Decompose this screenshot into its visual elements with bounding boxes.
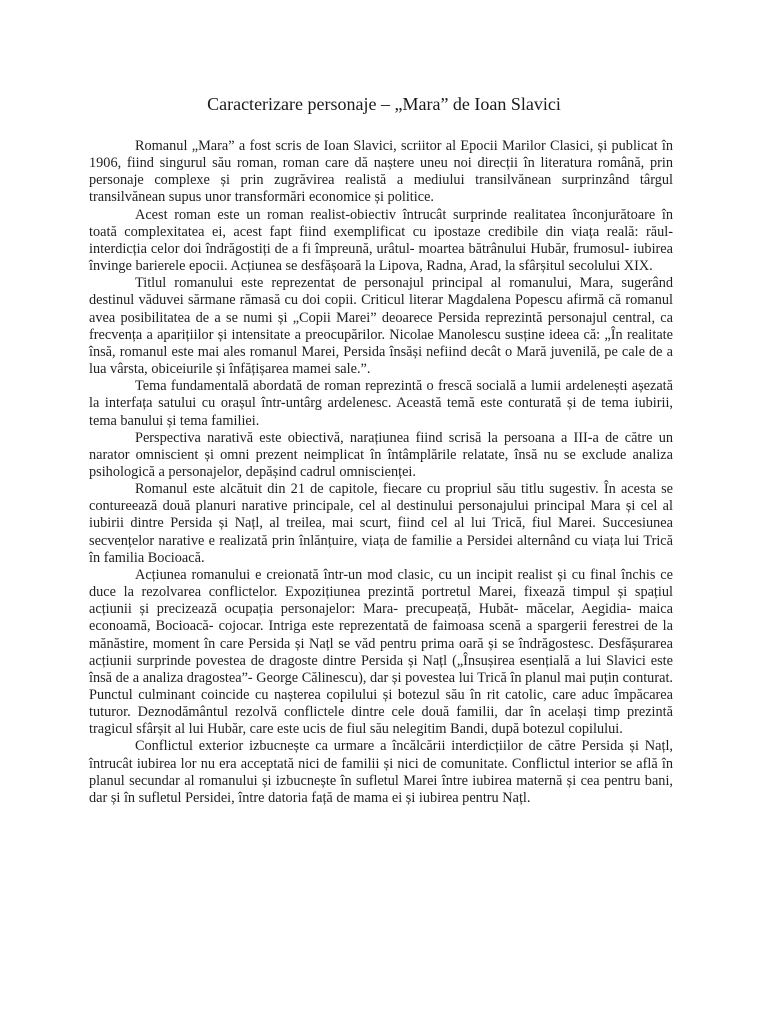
document-title: Caracterizare personaje – „Mara” de Ioan Slavici: [207, 94, 561, 114]
paragraph-title: Titlul romanului este reprezentat de personajul principal al romanului, Mara, sugerând destinul văduvei sărmane rămasă cu doi copii. Criticul literar Magdalena Popescu afirmă că romanul avea posibilitatea de a se numi și „Copii Marei” deoarece Persida reprezintă personajul central, ca frecvența a aparițiilor și intensitate a preocupărilor. Nicolae Manolescu susține ideea că: „În realitate însă, romanul este mai ales romanul Marei, Persida însăși nefiind decât o Mară juvenilă, pe cale de a lua vârsta, obiceiurile și înfățișarea mamei sale.”.: [89, 275, 673, 378]
document-body: [89, 138, 673, 807]
paragraph-theme: Tema fundamentală abordată de roman reprezintă o frescă socială a lumii ardelenești așezată la interfața satului cu orașul într-untârg ardelenesc. Această temă este conturată și de tema iubirii, tema banului și tema familiei.: [89, 378, 673, 429]
paragraph-perspective: Perspectiva narativă este obiectivă, narațiunea fiind scrisă la persoana a III-a de către un narator omniscient și omni prezent neimplicat în întâmplările relatate, însă nu se exclude analiza psihologică a personajelor, depășind cadrul omniscienței.: [89, 429, 673, 480]
paragraph-conflict: Conflictul exterior izbucnește ca urmare a încălcării interdicțiilor de către Persida și Națl, întrucât iubirea lor nu era acceptată nici de familii și nici de comunitate. Conflictul interior se află în planul secundar al romanului și izbucnește în sufletul Marei între iubirea maternă și cea pentru bani, dar și în sufletul Persidei, între datoria față de mama ei și iubirea pentru Națl.: [89, 738, 673, 806]
paragraph-action: Acțiunea romanului e creionată într-un mod clasic, cu un incipit realist și cu final închis ce duce la rezolvarea conflictelor. Expozițiunea prezintă portretul Marei, fixează timpul și spațiul acțiunii și precizează ocupația personajelor: Mara- precupeață, Hubăt- măcelar, Aegidia- maica econoamă, Bocioacă- cojocar. Intriga este reprezentată de faimoasa scenă a spargerii ferestrei de la mănăstire, moment în care Persida și Națl se văd pentru prima oară și se îndrăgostesc. Desfășurarea acțiunii surprinde povestea de dragoste dintre Persida și Națl („Însușirea esențială a lui Slavici este însă de a analiza dragostea”- George Călinescu), dar și povestea lui Trică în planul mai puțin conturat. Punctul culminant coincide cu nașterea copilului și botezul său în rit catolic, care aduc împăcarea tuturor. Deznodământul rezolvă conflictele dintre cele două familii, dar în același timp prezintă tragicul sfârșit al lui Hubăr, care este ucis de fiul său nelegitim Bandi, după botezul copilului.: [89, 566, 673, 738]
paragraph-structure: Romanul este alcătuit din 21 de capitole, fiecare cu propriul său titlu sugestiv. În acesta se contureează două planuri narative principale, cel al destinului personajului principal Mara și cel al iubirii dintre Persida și Națl, al treilea, mai scurt, fiind cel al lui Trică, fiul Marei. Succesiunea secvențelor narative e realizată prin înlănțuire, viața de familie a Persidei alternând cu viața lui Trică în familia Bocioacă.: [89, 481, 673, 566]
paragraph-realism: Acest roman este un roman realist-obiectiv întrucât surprinde realitatea înconjurătoare în toată complexitatea ei, acest fapt fiind exemplificat cu ipostaze credibile din viața reală: răul- interdicția celor doi îndrăgostiți de a fi împreună, urâtul- moartea bătrânului Hubăr, frumosul- iubirea învinge barierele epocii. Acțiunea se desfășoară la Lipova, Radna, Arad, la sfârșitul secolului XIX.: [89, 206, 673, 275]
paragraph-intro: Romanul „Mara” a fost scris de Ioan Slavici, scriitor al Epocii Marilor Clasici, și publicat în 1906, fiind singurul său roman, roman care dă naștere uneu noi direcții în literatura română, prin personaje complexe și prin zugrăvirea realistă a mediului transilvănean surprinzând târgul transilvănean supus unor transformări economice și politice.: [89, 138, 673, 206]
